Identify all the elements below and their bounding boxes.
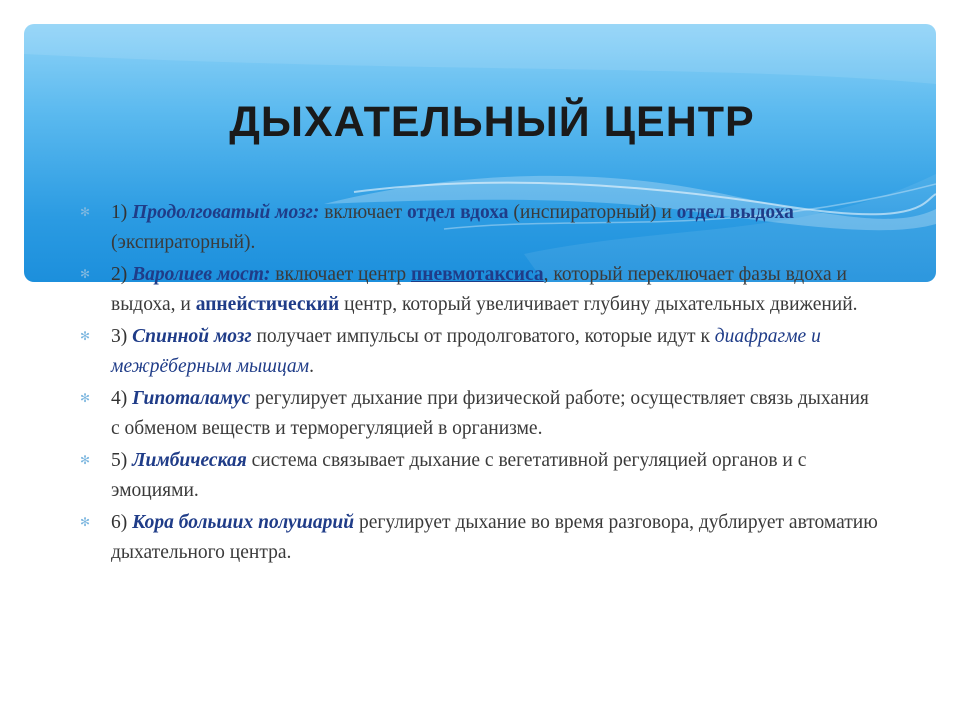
- item-text: система связывает дыхание с вегетативной регуляцией органов и с эмоциями.: [111, 450, 807, 501]
- item-text: регулирует дыхание при физической работе; осуществляет связь дыхания с обменом веществ и терморегуляцией в организме.: [111, 388, 869, 439]
- item-text: центр, который увеличивает глубину дыхательных движений.: [344, 293, 858, 315]
- snowflake-bullet-icon: ✻: [80, 205, 91, 219]
- item-term: Варолиев мост:: [132, 264, 271, 285]
- item-text: регулирует дыхание во время разговора, дублирует автоматию дыхательного центра.: [111, 512, 878, 563]
- item-text: , который переключает фазы вдоха и выдоха, и: [111, 264, 847, 315]
- item-number: 6): [111, 512, 128, 533]
- item-text: .: [309, 355, 314, 377]
- item-term: Лимбическая: [132, 450, 247, 471]
- item-text: включает центр: [275, 264, 407, 285]
- item-number: 2): [111, 264, 128, 285]
- item-text: включает: [324, 202, 403, 223]
- list-item: [80, 198, 880, 257]
- item-text: получает импульсы от продолговатого, которые идут к: [256, 326, 710, 347]
- snowflake-bullet-icon: ✻: [80, 267, 91, 281]
- item-emphasis: диафрагме и межрёберным мышцам: [111, 326, 821, 377]
- item-text: (инспираторный) и: [513, 202, 672, 223]
- item-term: Кора больших полушарий: [132, 512, 355, 533]
- item-number: 5): [111, 450, 128, 471]
- list-item: [80, 446, 880, 505]
- item-number: 3): [111, 326, 128, 347]
- snowflake-bullet-icon: ✻: [80, 391, 91, 405]
- item-strong: апнейстический: [195, 293, 340, 315]
- item-strong: отдел вдоха: [406, 202, 509, 223]
- page-title: ДЫХАТЕЛЬНЫЙ ЦЕНТР: [229, 98, 755, 146]
- item-strong: пневмотаксиса: [410, 264, 544, 285]
- list-item: [80, 322, 880, 381]
- item-term: Гипоталамус: [132, 388, 251, 409]
- item-term: Спинной мозг: [132, 326, 252, 347]
- list-item: [80, 384, 880, 443]
- item-number: 4): [111, 388, 128, 409]
- list-item: [80, 260, 880, 319]
- snowflake-bullet-icon: ✻: [80, 453, 91, 467]
- item-strong: отдел выдоха: [676, 202, 794, 223]
- list-item: [80, 508, 880, 567]
- content-list: [80, 198, 880, 570]
- item-text: (экспираторный).: [111, 231, 256, 253]
- snowflake-bullet-icon: ✻: [80, 329, 91, 343]
- item-number: 1): [111, 202, 128, 223]
- item-term: Продолговатый мозг:: [132, 202, 320, 223]
- snowflake-bullet-icon: ✻: [80, 515, 91, 529]
